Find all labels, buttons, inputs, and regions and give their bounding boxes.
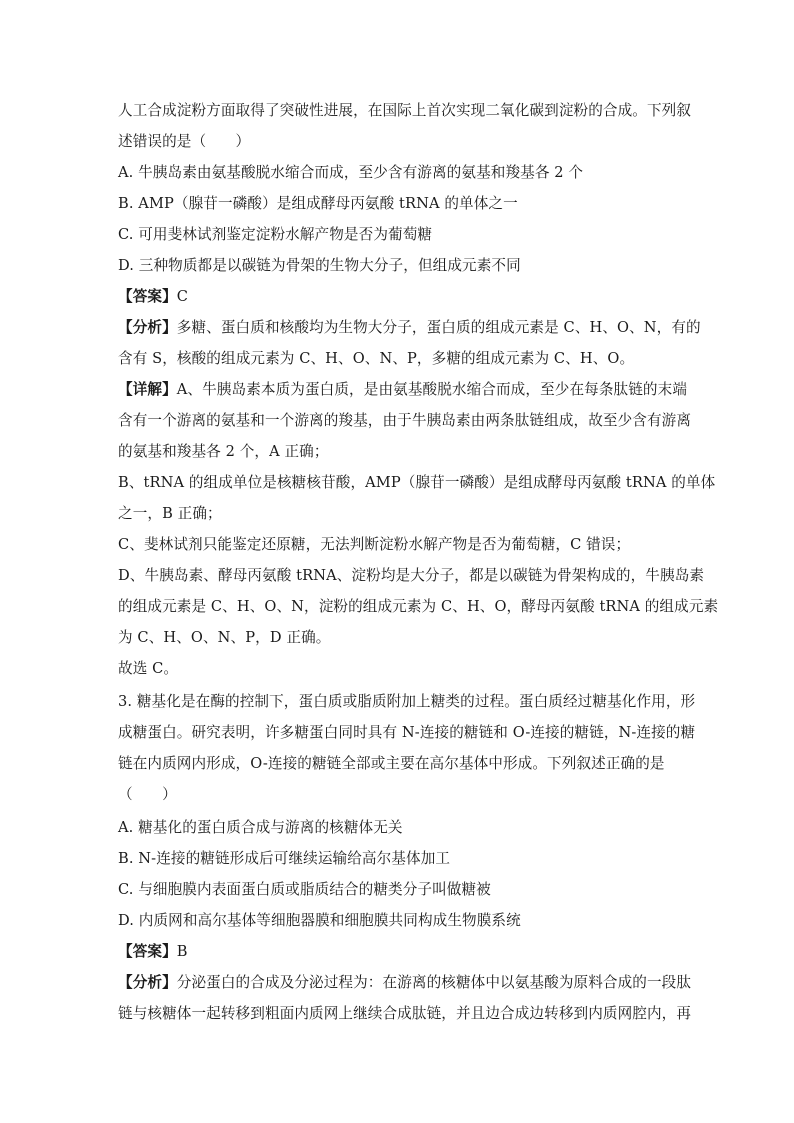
answer-value: C [176, 288, 189, 305]
question-2-option-d: D. 三种物质都是以碳链为骨架的生物大分子，但组成元素不同 [118, 257, 521, 274]
question-2-detail-line-5: 之一，B 正确； [118, 505, 222, 522]
question-3-option-b: B. N-连接的糖链形成后可继续运输给高尔基体加工 [118, 850, 451, 867]
question-3-stem-line-3: 链在内质网内形成，O-连接的糖链全部或主要在高尔基体中形成。下列叙述正确的是 [118, 755, 665, 772]
question-3-analysis-line-1 [118, 973, 692, 993]
question-3-stem-line-2: 成糖蛋白。研究表明，许多糖蛋白同时具有 N-连接的糖链和 O-连接的糖链，N-连接的糖 [118, 724, 696, 741]
question-2-detail-line-7: D、牛胰岛素、酵母丙氨酸 tRNA、淀粉均是大分子，都是以碳链为骨架构成的，牛胰岛素 [118, 567, 705, 584]
question-2-detail-line-4: B、tRNA 的组成单位是核糖核苷酸，AMP（腺苷一磷酸）是组成酵母丙氨酸 tRNA 的单体 [118, 474, 716, 491]
question-3-option-a: A. 糖基化的蛋白质合成与游离的核糖体无关 [118, 819, 403, 836]
detail-text: A、牛胰岛素本质为蛋白质，是由氨基酸脱水缩合而成，至少在每条肽链的末端 [176, 381, 688, 398]
question-2-analysis-line-2: 含有 S，核酸的组成元素为 C、H、O、N、P，多糖的组成元素为 C、H、O。 [118, 350, 635, 367]
question-2-option-a: A. 牛胰岛素由氨基酸脱水缩合而成，至少含有游离的氨基和羧基各 2 个 [118, 164, 584, 181]
answer-tag: 【答案】 [118, 288, 177, 305]
analysis-text: 分泌蛋白的合成及分泌过程为：在游离的核糖体中以氨基酸为原料合成的一段肽 [176, 974, 692, 991]
question-2-option-c: C. 可用斐林试剂鉴定淀粉水解产物是否为葡萄糖 [118, 226, 433, 243]
analysis-text: 多糖、蛋白质和核酸均为生物大分子，蛋白质的组成元素是 C、H、O、N，有的 [176, 319, 701, 336]
question-3-option-d: D. 内质网和高尔基体等细胞器膜和细胞膜共同构成生物膜系统 [118, 912, 521, 929]
question-3-option-c: C. 与细胞膜内表面蛋白质或脂质结合的糖类分子叫做糖被 [118, 881, 491, 898]
question-3-analysis-line-2: 链与核糖体一起转移到粗面内质网上继续合成肽链，并且边合成边转移到内质网腔内，再 [118, 1005, 692, 1022]
answer-tag: 【答案】 [118, 943, 177, 960]
analysis-tag: 【分析】 [118, 319, 177, 336]
question-2-detail-line-8: 的组成元素是 C、H、O、N，淀粉的组成元素为 C、H、O，酵母丙氨酸 tRNA 的组成元素 [118, 598, 719, 615]
question-2-detail-line-9: 为 C、H、O、N、P，D 正确。 [118, 629, 331, 646]
question-2-analysis-line-1 [118, 318, 701, 338]
question-2-choice: 故选 C。 [118, 660, 179, 677]
question-2-answer [118, 287, 678, 307]
question-2-detail-line-3: 的氨基和羧基各 2 个，A 正确； [118, 443, 329, 460]
question-2-stem-line-2: 述错误的是（ ） [118, 133, 251, 150]
question-2-stem-line-1: 人工合成淀粉方面取得了突破性进展，在国际上首次实现二氧化碳到淀粉的合成。下列叙 [118, 102, 692, 119]
question-2-detail-line-6: C、斐林试剂只能鉴定还原糖，无法判断淀粉水解产物是否为葡萄糖，C 错误； [118, 536, 631, 553]
question-3-answer [118, 942, 678, 962]
question-3-stem-line-4: （ ） [118, 786, 177, 803]
question-2-option-b: B. AMP（腺苷一磷酸）是组成酵母丙氨酸 tRNA 的单体之一 [118, 195, 518, 212]
answer-value: B [176, 943, 188, 960]
detail-tag: 【详解】 [118, 381, 177, 398]
question-2-detail-line-1 [118, 380, 688, 400]
question-3-stem-line-1: 3. 糖基化是在酶的控制下，蛋白质或脂质附加上糖类的过程。蛋白质经过糖基化作用，形 [118, 693, 696, 710]
analysis-tag: 【分析】 [118, 974, 177, 991]
question-2-detail-line-2: 含有一个游离的氨基和一个游离的羧基，由于牛胰岛素由两条肽链组成，故至少含有游离 [118, 412, 692, 429]
